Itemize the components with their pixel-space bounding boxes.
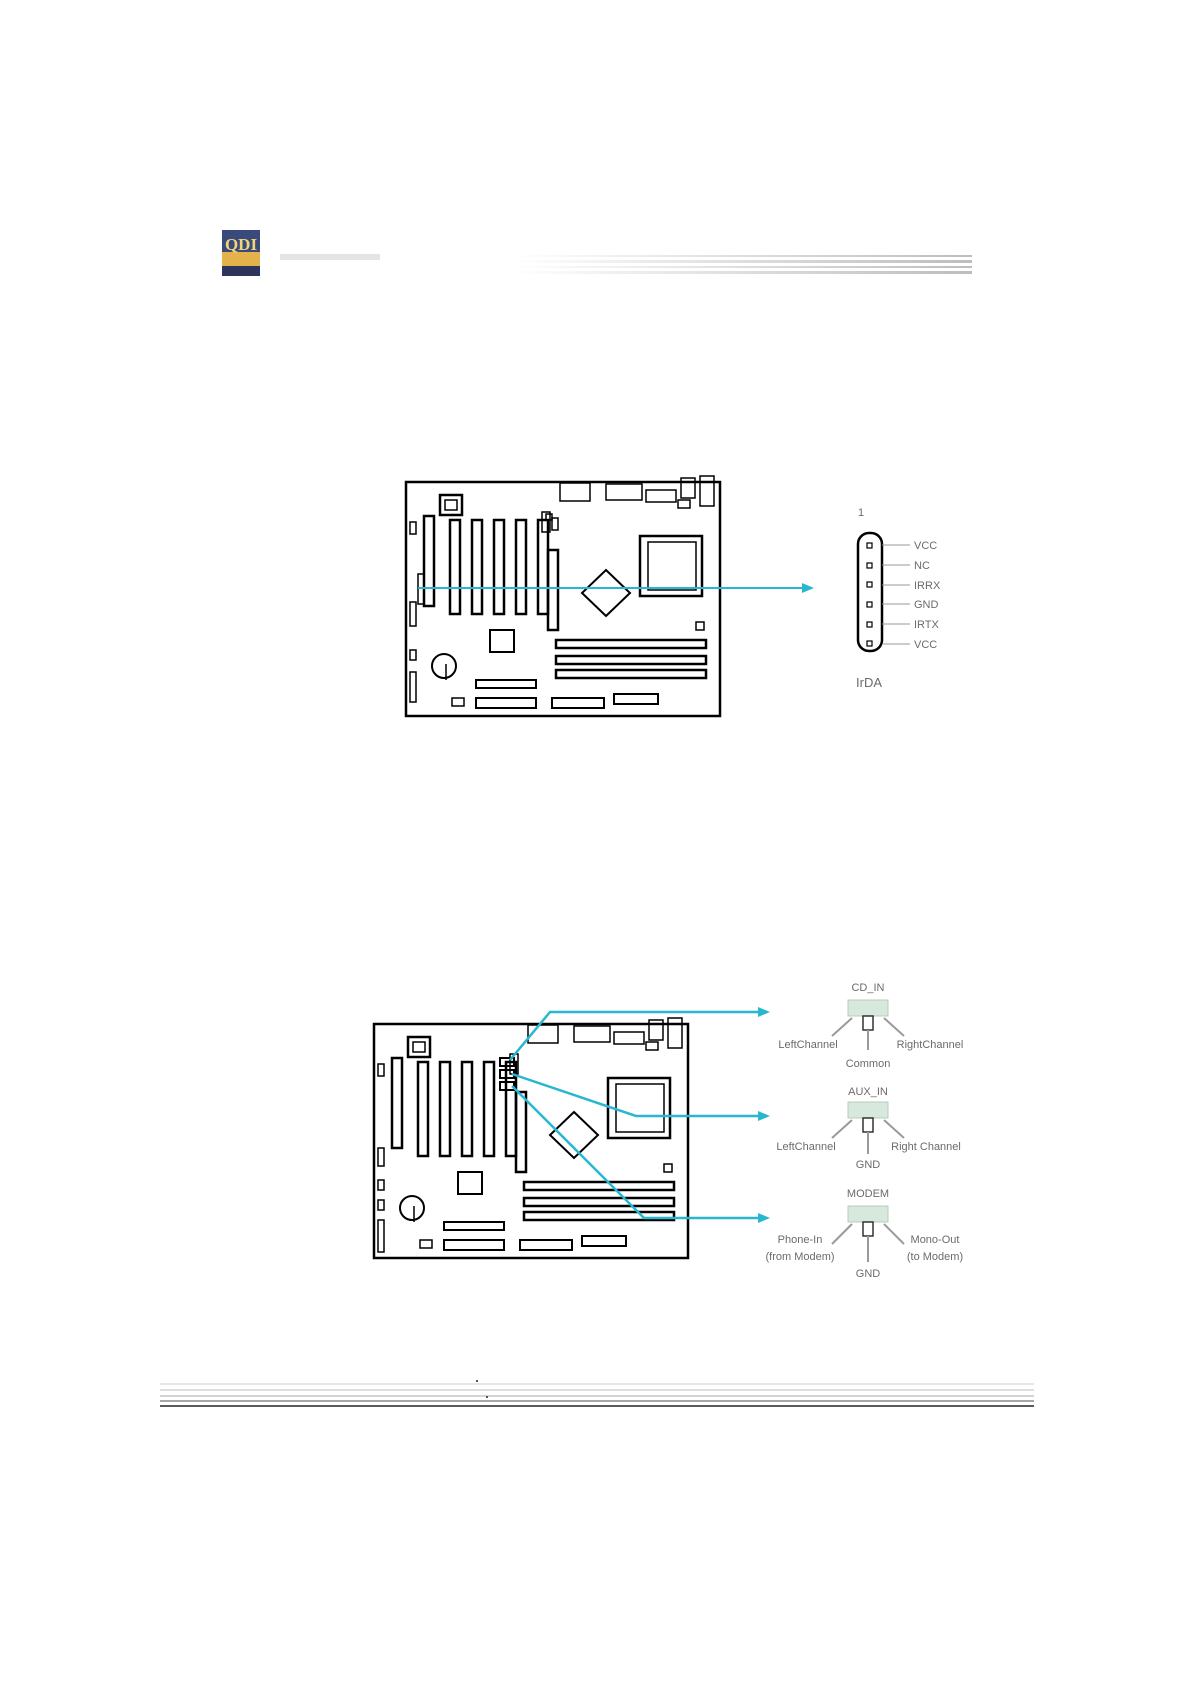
- logo-lettering: QDI: [224, 235, 258, 254]
- irda-pin-label: IRTX: [914, 619, 939, 631]
- modem-left-label: Phone-In: [777, 1234, 823, 1246]
- aux-in-right-label: Right Channel: [891, 1141, 961, 1153]
- modem-connector: [765, 1188, 963, 1280]
- irda-pin-label: VCC: [914, 639, 938, 651]
- modem-right-sublabel: (to Modem): [906, 1251, 964, 1263]
- cd-in-center-label: Common: [845, 1058, 891, 1070]
- irda-pin-label: VCC: [914, 540, 938, 552]
- modem-right-label: Mono-Out: [910, 1234, 960, 1246]
- modem-title: MODEM: [846, 1188, 890, 1200]
- modem-center-label: GND: [855, 1268, 881, 1280]
- aux-in-left-label: LeftChannel: [776, 1141, 836, 1153]
- motherboard-diagram-audio: [374, 1018, 688, 1258]
- irda-link-arrow: [418, 583, 814, 593]
- cd-in-connector: [778, 982, 963, 1070]
- cd-in-left-label: LeftChannel: [778, 1039, 838, 1051]
- audio-arrowheads: [758, 1007, 770, 1223]
- irda-pin-label: GND: [914, 599, 939, 611]
- irda-title: IrDA: [856, 675, 882, 690]
- motherboard-diagram-irda: [406, 476, 720, 716]
- page-header: [222, 230, 972, 276]
- irda-pin-label: IRRX: [914, 580, 941, 592]
- pin1-marker: 1: [857, 507, 865, 519]
- aux-in-connector: [776, 1086, 961, 1171]
- aux-in-title: AUX_IN: [848, 1086, 888, 1098]
- qdi-logo: [222, 230, 260, 276]
- modem-left-sublabel: (from Modem): [765, 1251, 835, 1263]
- irda-header: [856, 507, 941, 690]
- irda-pin-label: NC: [914, 560, 930, 572]
- irda-connector-shroud: [858, 533, 882, 651]
- page-footer-rule: [160, 1380, 1034, 1406]
- aux-in-center-label: GND: [855, 1159, 881, 1171]
- cd-in-title: CD_IN: [851, 982, 885, 994]
- header-rule: [262, 254, 972, 274]
- cd-in-right-label: RightChannel: [896, 1039, 964, 1051]
